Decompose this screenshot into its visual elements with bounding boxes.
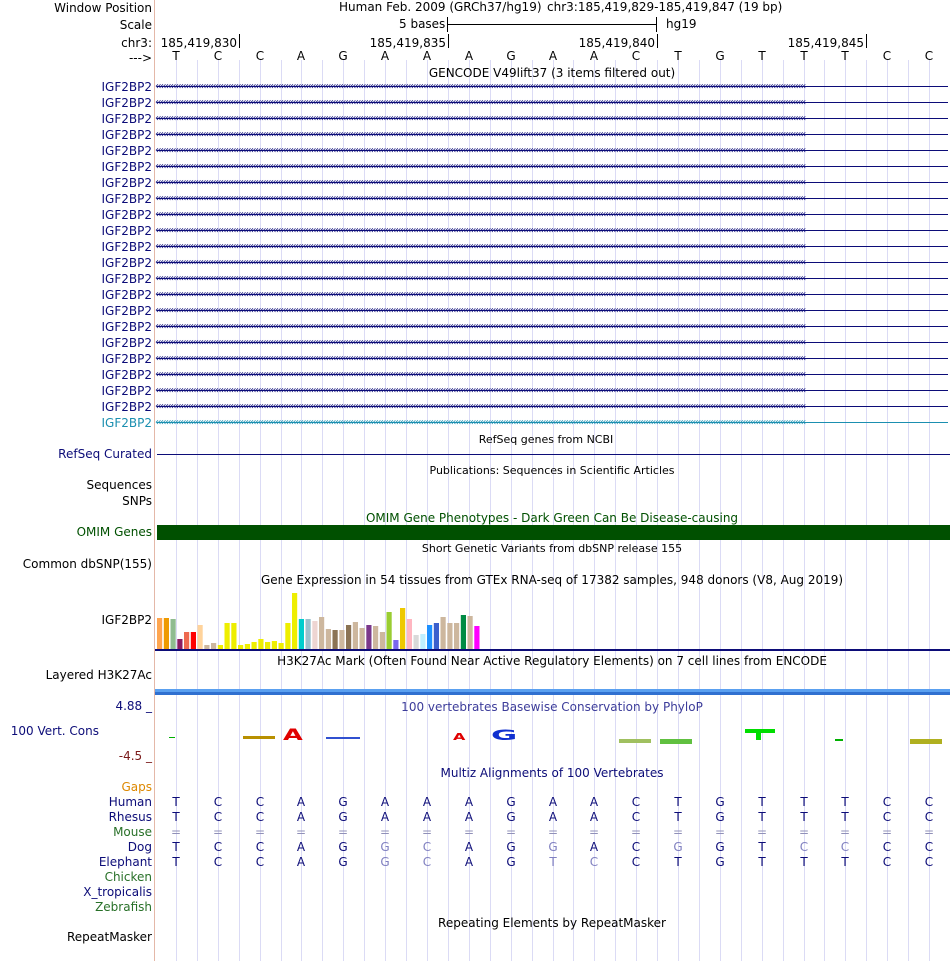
alignment-base: C xyxy=(882,810,892,824)
multiz-species-label[interactable]: Chicken xyxy=(104,870,152,884)
gtex-tissue-bar[interactable] xyxy=(265,642,270,649)
ruler-tick xyxy=(448,34,449,48)
alignment-base: C xyxy=(255,840,265,854)
chrom-label: chr3: xyxy=(121,36,152,50)
alignment-base: T xyxy=(800,795,808,809)
alignment-base: G xyxy=(506,795,516,809)
gtex-tissue-bar[interactable] xyxy=(299,619,304,649)
refseq-label[interactable]: RefSeq Curated xyxy=(58,447,152,461)
gtex-tissue-bar[interactable] xyxy=(326,629,331,649)
gtex-tissue-bar[interactable] xyxy=(319,617,324,649)
gencode-gene-feature[interactable] xyxy=(155,239,950,255)
gtex-tissue-bar[interactable] xyxy=(400,608,405,649)
multiz-species-label[interactable]: Rhesus xyxy=(108,810,152,824)
gene-strand-arrows: ‹‹‹‹‹‹‹‹‹‹‹‹‹‹‹‹‹‹‹‹‹‹‹‹‹‹‹‹‹‹‹‹‹‹‹‹‹‹‹‹‹‹‹‹‹‹‹‹‹‹‹‹‹‹‹‹‹‹‹‹‹‹‹‹‹‹‹‹‹‹‹‹‹‹‹‹‹‹‹‹‹‹‹‹‹‹‹‹‹‹‹‹‹‹‹‹‹‹‹‹‹‹‹‹‹‹‹‹‹‹‹‹‹‹‹‹‹‹‹‹‹‹‹‹‹‹‹‹‹‹‹‹‹‹‹‹‹‹‹‹‹‹‹‹‹‹‹‹‹‹‹‹‹‹‹‹‹‹‹‹‹‹‹‹‹‹‹‹‹‹‹‹‹‹‹‹‹‹‹‹‹‹‹‹‹‹‹‹‹‹‹‹‹‹‹‹‹‹‹‹‹‹‹‹‹‹‹‹‹‹‹‹‹‹‹‹‹‹‹‹‹‹‹‹‹‹‹‹‹‹‹‹‹‹‹‹‹‹‹‹‹‹‹‹‹‹‹‹‹‹‹‹‹‹‹‹‹‹‹‹ xyxy=(155,161,805,172)
gene-strand-arrows: ‹‹‹‹‹‹‹‹‹‹‹‹‹‹‹‹‹‹‹‹‹‹‹‹‹‹‹‹‹‹‹‹‹‹‹‹‹‹‹‹‹‹‹‹‹‹‹‹‹‹‹‹‹‹‹‹‹‹‹‹‹‹‹‹‹‹‹‹‹‹‹‹‹‹‹‹‹‹‹‹‹‹‹‹‹‹‹‹‹‹‹‹‹‹‹‹‹‹‹‹‹‹‹‹‹‹‹‹‹‹‹‹‹‹‹‹‹‹‹‹‹‹‹‹‹‹‹‹‹‹‹‹‹‹‹‹‹‹‹‹‹‹‹‹‹‹‹‹‹‹‹‹‹‹‹‹‹‹‹‹‹‹‹‹‹‹‹‹‹‹‹‹‹‹‹‹‹‹‹‹‹‹‹‹‹‹‹‹‹‹‹‹‹‹‹‹‹‹‹‹‹‹‹‹‹‹‹‹‹‹‹‹‹‹‹‹‹‹‹‹‹‹‹‹‹‹‹‹‹‹‹‹‹‹‹‹‹‹‹‹‹‹‹‹‹‹‹‹‹‹‹‹‹‹‹‹‹‹‹‹ xyxy=(155,225,805,236)
gtex-tissue-bar[interactable] xyxy=(393,640,398,649)
gtex-tissue-bar[interactable] xyxy=(420,634,425,649)
gene-strand-arrows: ‹‹‹‹‹‹‹‹‹‹‹‹‹‹‹‹‹‹‹‹‹‹‹‹‹‹‹‹‹‹‹‹‹‹‹‹‹‹‹‹‹‹‹‹‹‹‹‹‹‹‹‹‹‹‹‹‹‹‹‹‹‹‹‹‹‹‹‹‹‹‹‹‹‹‹‹‹‹‹‹‹‹‹‹‹‹‹‹‹‹‹‹‹‹‹‹‹‹‹‹‹‹‹‹‹‹‹‹‹‹‹‹‹‹‹‹‹‹‹‹‹‹‹‹‹‹‹‹‹‹‹‹‹‹‹‹‹‹‹‹‹‹‹‹‹‹‹‹‹‹‹‹‹‹‹‹‹‹‹‹‹‹‹‹‹‹‹‹‹‹‹‹‹‹‹‹‹‹‹‹‹‹‹‹‹‹‹‹‹‹‹‹‹‹‹‹‹‹‹‹‹‹‹‹‹‹‹‹‹‹‹‹‹‹‹‹‹‹‹‹‹‹‹‹‹‹‹‹‹‹‹‹‹‹‹‹‹‹‹‹‹‹‹‹‹‹‹‹‹‹‹‹‹‹‹‹‹‹‹‹ xyxy=(155,289,805,300)
gencode-gene-label[interactable]: IGF2BP2 xyxy=(101,256,152,270)
ruler-tick xyxy=(657,34,658,48)
gtex-tissue-bar[interactable] xyxy=(380,632,385,649)
alignment-base: C xyxy=(924,840,934,854)
alignment-base: C xyxy=(924,810,934,824)
gene-strand-arrows: ‹‹‹‹‹‹‹‹‹‹‹‹‹‹‹‹‹‹‹‹‹‹‹‹‹‹‹‹‹‹‹‹‹‹‹‹‹‹‹‹‹‹‹‹‹‹‹‹‹‹‹‹‹‹‹‹‹‹‹‹‹‹‹‹‹‹‹‹‹‹‹‹‹‹‹‹‹‹‹‹‹‹‹‹‹‹‹‹‹‹‹‹‹‹‹‹‹‹‹‹‹‹‹‹‹‹‹‹‹‹‹‹‹‹‹‹‹‹‹‹‹‹‹‹‹‹‹‹‹‹‹‹‹‹‹‹‹‹‹‹‹‹‹‹‹‹‹‹‹‹‹‹‹‹‹‹‹‹‹‹‹‹‹‹‹‹‹‹‹‹‹‹‹‹‹‹‹‹‹‹‹‹‹‹‹‹‹‹‹‹‹‹‹‹‹‹‹‹‹‹‹‹‹‹‹‹‹‹‹‹‹‹‹‹‹‹‹‹‹‹‹‹‹‹‹‹‹‹‹‹‹‹‹‹‹‹‹‹‹‹‹‹‹‹‹‹‹‹‹‹‹‹‹‹‹‹‹‹‹‹ xyxy=(155,369,805,380)
phylop-g-logo: G xyxy=(490,726,518,744)
alignment-base: C xyxy=(882,855,892,869)
track-labels-panel xyxy=(0,0,154,961)
alignment-base: C xyxy=(422,840,432,854)
gtex-tissue-bar[interactable] xyxy=(407,619,412,649)
scale-text: 5 bases xyxy=(399,17,446,31)
alignment-base: A xyxy=(296,810,306,824)
gtex-tissue-bar[interactable] xyxy=(373,626,378,649)
alignment-base: A xyxy=(548,810,558,824)
alignment-base: C xyxy=(924,795,934,809)
gtex-tissue-bar[interactable] xyxy=(177,639,182,649)
alignment-base: G xyxy=(338,855,348,869)
alignment-base: T xyxy=(758,810,766,824)
gencode-gene-feature[interactable] xyxy=(155,415,950,431)
gencode-gene-label[interactable]: IGF2BP2 xyxy=(101,416,152,430)
gencode-gene-feature[interactable] xyxy=(155,319,950,335)
alignment-base: T xyxy=(172,855,180,869)
snps-label[interactable]: SNPs xyxy=(122,494,152,508)
gene-strand-arrows: ‹‹‹‹‹‹‹‹‹‹‹‹‹‹‹‹‹‹‹‹‹‹‹‹‹‹‹‹‹‹‹‹‹‹‹‹‹‹‹‹‹‹‹‹‹‹‹‹‹‹‹‹‹‹‹‹‹‹‹‹‹‹‹‹‹‹‹‹‹‹‹‹‹‹‹‹‹‹‹‹‹‹‹‹‹‹‹‹‹‹‹‹‹‹‹‹‹‹‹‹‹‹‹‹‹‹‹‹‹‹‹‹‹‹‹‹‹‹‹‹‹‹‹‹‹‹‹‹‹‹‹‹‹‹‹‹‹‹‹‹‹‹‹‹‹‹‹‹‹‹‹‹‹‹‹‹‹‹‹‹‹‹‹‹‹‹‹‹‹‹‹‹‹‹‹‹‹‹‹‹‹‹‹‹‹‹‹‹‹‹‹‹‹‹‹‹‹‹‹‹‹‹‹‹‹‹‹‹‹‹‹‹‹‹‹‹‹‹‹‹‹‹‹‹‹‹‹‹‹‹‹‹‹‹‹‹‹‹‹‹‹‹‹‹‹‹‹‹‹‹‹‹‹‹‹‹‹‹‹‹ xyxy=(155,321,805,332)
omim-label[interactable]: OMIM Genes xyxy=(76,525,152,539)
alignment-base: C xyxy=(631,795,641,809)
alignment-base: T xyxy=(674,810,682,824)
alignment-base: = xyxy=(505,825,517,839)
alignment-base: G xyxy=(506,840,516,854)
alignment-base: T xyxy=(172,795,180,809)
gene-strand-arrows: ‹‹‹‹‹‹‹‹‹‹‹‹‹‹‹‹‹‹‹‹‹‹‹‹‹‹‹‹‹‹‹‹‹‹‹‹‹‹‹‹‹‹‹‹‹‹‹‹‹‹‹‹‹‹‹‹‹‹‹‹‹‹‹‹‹‹‹‹‹‹‹‹‹‹‹‹‹‹‹‹‹‹‹‹‹‹‹‹‹‹‹‹‹‹‹‹‹‹‹‹‹‹‹‹‹‹‹‹‹‹‹‹‹‹‹‹‹‹‹‹‹‹‹‹‹‹‹‹‹‹‹‹‹‹‹‹‹‹‹‹‹‹‹‹‹‹‹‹‹‹‹‹‹‹‹‹‹‹‹‹‹‹‹‹‹‹‹‹‹‹‹‹‹‹‹‹‹‹‹‹‹‹‹‹‹‹‹‹‹‹‹‹‹‹‹‹‹‹‹‹‹‹‹‹‹‹‹‹‹‹‹‹‹‹‹‹‹‹‹‹‹‹‹‹‹‹‹‹‹‹‹‹‹‹‹‹‹‹‹‹‹‹‹‹‹‹‹‹‹‹‹‹‹‹‹‹‹‹‹‹ xyxy=(155,209,805,220)
alignment-base: T xyxy=(172,840,180,854)
gtex-bar-chart[interactable] xyxy=(155,588,950,650)
ruler-label: 185,419,840 xyxy=(578,36,655,50)
gencode-gene-label[interactable]: IGF2BP2 xyxy=(101,112,152,126)
base-letter: A xyxy=(548,49,558,63)
gencode-gene-feature[interactable] xyxy=(155,159,950,175)
alignment-base: C xyxy=(422,855,432,869)
ruler-label: 185,419,835 xyxy=(369,36,446,50)
alignment-base: G xyxy=(338,840,348,854)
alignment-base: = xyxy=(170,825,182,839)
alignment-base: T xyxy=(800,810,808,824)
alignment-base: = xyxy=(379,825,391,839)
phylop-neg-logo xyxy=(619,739,651,743)
base-letter: C xyxy=(631,49,641,63)
gencode-gene-label[interactable]: IGF2BP2 xyxy=(101,144,152,158)
alignment-base: = xyxy=(672,825,684,839)
gencode-gene-label[interactable]: IGF2BP2 xyxy=(101,240,152,254)
gencode-gene-feature[interactable] xyxy=(155,143,950,159)
base-letter: G xyxy=(715,49,725,63)
omim-gene-bar[interactable] xyxy=(157,525,950,540)
gtex-tissue-bar[interactable] xyxy=(198,625,203,649)
alignment-base: = xyxy=(212,825,224,839)
gtex-tissue-bar[interactable] xyxy=(285,623,290,649)
alignment-base: G xyxy=(715,810,725,824)
gene-strand-arrows: ‹‹‹‹‹‹‹‹‹‹‹‹‹‹‹‹‹‹‹‹‹‹‹‹‹‹‹‹‹‹‹‹‹‹‹‹‹‹‹‹‹‹‹‹‹‹‹‹‹‹‹‹‹‹‹‹‹‹‹‹‹‹‹‹‹‹‹‹‹‹‹‹‹‹‹‹‹‹‹‹‹‹‹‹‹‹‹‹‹‹‹‹‹‹‹‹‹‹‹‹‹‹‹‹‹‹‹‹‹‹‹‹‹‹‹‹‹‹‹‹‹‹‹‹‹‹‹‹‹‹‹‹‹‹‹‹‹‹‹‹‹‹‹‹‹‹‹‹‹‹‹‹‹‹‹‹‹‹‹‹‹‹‹‹‹‹‹‹‹‹‹‹‹‹‹‹‹‹‹‹‹‹‹‹‹‹‹‹‹‹‹‹‹‹‹‹‹‹‹‹‹‹‹‹‹‹‹‹‹‹‹‹‹‹‹‹‹‹‹‹‹‹‹‹‹‹‹‹‹‹‹‹‹‹‹‹‹‹‹‹‹‹‹‹‹‹‹‹‹‹‹‹‹‹‹‹‹‹‹‹ xyxy=(155,193,805,204)
h3k27-signal-bottom xyxy=(155,692,950,695)
alignment-base: A xyxy=(464,810,474,824)
phylop-tick xyxy=(169,737,175,738)
gtex-title: Gene Expression in 54 tissues from GTEx RNA-seq of 17382 samples, 948 donors (V8, Aug 2019) xyxy=(260,573,844,587)
alignment-base: T xyxy=(674,795,682,809)
phylop-c-logo xyxy=(243,736,275,739)
alignment-base: = xyxy=(756,825,768,839)
alignment-base: = xyxy=(254,825,266,839)
alignment-base: G xyxy=(338,810,348,824)
alignment-base: G xyxy=(715,795,725,809)
multiz-species-label[interactable]: Elephant xyxy=(98,855,152,869)
dbsnp-label[interactable]: Common dbSNP(155) xyxy=(22,557,152,571)
gencode-gene-feature[interactable] xyxy=(155,399,950,415)
refseq-title: RefSeq genes from NCBI xyxy=(478,433,614,446)
gtex-baseline xyxy=(155,649,950,651)
alignment-base: = xyxy=(295,825,307,839)
phylop-tick xyxy=(835,739,843,741)
alignment-base: = xyxy=(839,825,851,839)
gene-strand-arrows: ‹‹‹‹‹‹‹‹‹‹‹‹‹‹‹‹‹‹‹‹‹‹‹‹‹‹‹‹‹‹‹‹‹‹‹‹‹‹‹‹‹‹‹‹‹‹‹‹‹‹‹‹‹‹‹‹‹‹‹‹‹‹‹‹‹‹‹‹‹‹‹‹‹‹‹‹‹‹‹‹‹‹‹‹‹‹‹‹‹‹‹‹‹‹‹‹‹‹‹‹‹‹‹‹‹‹‹‹‹‹‹‹‹‹‹‹‹‹‹‹‹‹‹‹‹‹‹‹‹‹‹‹‹‹‹‹‹‹‹‹‹‹‹‹‹‹‹‹‹‹‹‹‹‹‹‹‹‹‹‹‹‹‹‹‹‹‹‹‹‹‹‹‹‹‹‹‹‹‹‹‹‹‹‹‹‹‹‹‹‹‹‹‹‹‹‹‹‹‹‹‹‹‹‹‹‹‹‹‹‹‹‹‹‹‹‹‹‹‹‹‹‹‹‹‹‹‹‹‹‹‹‹‹‹‹‹‹‹‹‹‹‹‹‹‹‹‹‹‹‹‹‹‹‹‹‹‹‹‹‹ xyxy=(155,353,805,364)
phylop-title: 100 vertebrates Basewise Conservation by PhyloP xyxy=(401,700,703,714)
gencode-gene-label[interactable]: IGF2BP2 xyxy=(101,320,152,334)
gtex-tissue-bar[interactable] xyxy=(434,623,439,649)
alignment-base: = xyxy=(547,825,559,839)
alignment-base: G xyxy=(548,840,558,854)
alignment-base: C xyxy=(255,855,265,869)
gencode-gene-feature[interactable] xyxy=(155,271,950,287)
scale-bar xyxy=(447,24,656,25)
alignment-base: A xyxy=(464,855,474,869)
ruler-label: 185,419,830 xyxy=(160,36,237,50)
alignment-base: = xyxy=(630,825,642,839)
gene-strand-arrows: ‹‹‹‹‹‹‹‹‹‹‹‹‹‹‹‹‹‹‹‹‹‹‹‹‹‹‹‹‹‹‹‹‹‹‹‹‹‹‹‹‹‹‹‹‹‹‹‹‹‹‹‹‹‹‹‹‹‹‹‹‹‹‹‹‹‹‹‹‹‹‹‹‹‹‹‹‹‹‹‹‹‹‹‹‹‹‹‹‹‹‹‹‹‹‹‹‹‹‹‹‹‹‹‹‹‹‹‹‹‹‹‹‹‹‹‹‹‹‹‹‹‹‹‹‹‹‹‹‹‹‹‹‹‹‹‹‹‹‹‹‹‹‹‹‹‹‹‹‹‹‹‹‹‹‹‹‹‹‹‹‹‹‹‹‹‹‹‹‹‹‹‹‹‹‹‹‹‹‹‹‹‹‹‹‹‹‹‹‹‹‹‹‹‹‹‹‹‹‹‹‹‹‹‹‹‹‹‹‹‹‹‹‹‹‹‹‹‹‹‹‹‹‹‹‹‹‹‹‹‹‹‹‹‹‹‹‹‹‹‹‹‹‹‹‹‹‹‹‹‹‹‹‹‹‹‹‹‹‹‹ xyxy=(155,273,805,284)
phylop-min-label: -4.5 _ xyxy=(118,749,152,763)
position-text: chr3:185,419,829-185,419,847 (19 bp) xyxy=(547,0,783,14)
alignment-base: T xyxy=(549,855,557,869)
gene-strand-arrows: ‹‹‹‹‹‹‹‹‹‹‹‹‹‹‹‹‹‹‹‹‹‹‹‹‹‹‹‹‹‹‹‹‹‹‹‹‹‹‹‹‹‹‹‹‹‹‹‹‹‹‹‹‹‹‹‹‹‹‹‹‹‹‹‹‹‹‹‹‹‹‹‹‹‹‹‹‹‹‹‹‹‹‹‹‹‹‹‹‹‹‹‹‹‹‹‹‹‹‹‹‹‹‹‹‹‹‹‹‹‹‹‹‹‹‹‹‹‹‹‹‹‹‹‹‹‹‹‹‹‹‹‹‹‹‹‹‹‹‹‹‹‹‹‹‹‹‹‹‹‹‹‹‹‹‹‹‹‹‹‹‹‹‹‹‹‹‹‹‹‹‹‹‹‹‹‹‹‹‹‹‹‹‹‹‹‹‹‹‹‹‹‹‹‹‹‹‹‹‹‹‹‹‹‹‹‹‹‹‹‹‹‹‹‹‹‹‹‹‹‹‹‹‹‹‹‹‹‹‹‹‹‹‹‹‹‹‹‹‹‹‹‹‹‹‹‹‹‹‹‹‹‹‹‹‹‹‹‹‹‹ xyxy=(155,81,805,92)
gene-strand-arrows: ‹‹‹‹‹‹‹‹‹‹‹‹‹‹‹‹‹‹‹‹‹‹‹‹‹‹‹‹‹‹‹‹‹‹‹‹‹‹‹‹‹‹‹‹‹‹‹‹‹‹‹‹‹‹‹‹‹‹‹‹‹‹‹‹‹‹‹‹‹‹‹‹‹‹‹‹‹‹‹‹‹‹‹‹‹‹‹‹‹‹‹‹‹‹‹‹‹‹‹‹‹‹‹‹‹‹‹‹‹‹‹‹‹‹‹‹‹‹‹‹‹‹‹‹‹‹‹‹‹‹‹‹‹‹‹‹‹‹‹‹‹‹‹‹‹‹‹‹‹‹‹‹‹‹‹‹‹‹‹‹‹‹‹‹‹‹‹‹‹‹‹‹‹‹‹‹‹‹‹‹‹‹‹‹‹‹‹‹‹‹‹‹‹‹‹‹‹‹‹‹‹‹‹‹‹‹‹‹‹‹‹‹‹‹‹‹‹‹‹‹‹‹‹‹‹‹‹‹‹‹‹‹‹‹‹‹‹‹‹‹‹‹‹‹‹‹‹‹‹‹‹‹‹‹‹‹‹‹‹‹ xyxy=(155,97,805,108)
scale-bar-right-tick xyxy=(656,17,657,32)
phylop-g-logo xyxy=(326,737,360,739)
phylop-max-label: 4.88 _ xyxy=(115,699,152,713)
alignment-base: A xyxy=(422,810,432,824)
multiz-title: Multiz Alignments of 100 Vertebrates xyxy=(440,766,664,780)
gencode-gene-feature[interactable] xyxy=(155,303,950,319)
gtex-tissue-bar[interactable] xyxy=(252,642,257,649)
base-letter: C xyxy=(213,49,223,63)
multiz-species-label[interactable]: X_tropicalis xyxy=(83,885,152,899)
browser-image-panel[interactable] xyxy=(155,0,950,961)
phylop-a-logo: A xyxy=(283,725,303,745)
alignment-base: T xyxy=(758,795,766,809)
h3k27-title: H3K27Ac Mark (Often Found Near Active Regulatory Elements) on 7 cell lines from ENCODE xyxy=(277,654,827,668)
alignment-base: A xyxy=(380,810,390,824)
gtex-tissue-bar[interactable] xyxy=(414,635,419,649)
base-letter: A xyxy=(422,49,432,63)
alignment-base: = xyxy=(421,825,433,839)
base-letter: T xyxy=(800,49,808,63)
gene-strand-arrows: ‹‹‹‹‹‹‹‹‹‹‹‹‹‹‹‹‹‹‹‹‹‹‹‹‹‹‹‹‹‹‹‹‹‹‹‹‹‹‹‹‹‹‹‹‹‹‹‹‹‹‹‹‹‹‹‹‹‹‹‹‹‹‹‹‹‹‹‹‹‹‹‹‹‹‹‹‹‹‹‹‹‹‹‹‹‹‹‹‹‹‹‹‹‹‹‹‹‹‹‹‹‹‹‹‹‹‹‹‹‹‹‹‹‹‹‹‹‹‹‹‹‹‹‹‹‹‹‹‹‹‹‹‹‹‹‹‹‹‹‹‹‹‹‹‹‹‹‹‹‹‹‹‹‹‹‹‹‹‹‹‹‹‹‹‹‹‹‹‹‹‹‹‹‹‹‹‹‹‹‹‹‹‹‹‹‹‹‹‹‹‹‹‹‹‹‹‹‹‹‹‹‹‹‹‹‹‹‹‹‹‹‹‹‹‹‹‹‹‹‹‹‹‹‹‹‹‹‹‹‹‹‹‹‹‹‹‹‹‹‹‹‹‹‹‹‹‹‹‹‹‹‹‹‹‹‹‹‹‹‹ xyxy=(155,385,805,396)
gtex-tissue-bar[interactable] xyxy=(468,616,473,649)
alignment-base: G xyxy=(715,840,725,854)
gencode-gene-label[interactable]: IGF2BP2 xyxy=(101,160,152,174)
base-letter: A xyxy=(296,49,306,63)
alignment-base: C xyxy=(799,840,809,854)
refseq-gene-line[interactable] xyxy=(157,454,950,455)
gtex-tissue-bar[interactable] xyxy=(461,615,466,649)
alignment-base: C xyxy=(840,840,850,854)
gencode-gene-label[interactable]: IGF2BP2 xyxy=(101,176,152,190)
window-position-label: Window Position xyxy=(54,1,152,15)
base-letter: G xyxy=(338,49,348,63)
gene-strand-arrows: ‹‹‹‹‹‹‹‹‹‹‹‹‹‹‹‹‹‹‹‹‹‹‹‹‹‹‹‹‹‹‹‹‹‹‹‹‹‹‹‹‹‹‹‹‹‹‹‹‹‹‹‹‹‹‹‹‹‹‹‹‹‹‹‹‹‹‹‹‹‹‹‹‹‹‹‹‹‹‹‹‹‹‹‹‹‹‹‹‹‹‹‹‹‹‹‹‹‹‹‹‹‹‹‹‹‹‹‹‹‹‹‹‹‹‹‹‹‹‹‹‹‹‹‹‹‹‹‹‹‹‹‹‹‹‹‹‹‹‹‹‹‹‹‹‹‹‹‹‹‹‹‹‹‹‹‹‹‹‹‹‹‹‹‹‹‹‹‹‹‹‹‹‹‹‹‹‹‹‹‹‹‹‹‹‹‹‹‹‹‹‹‹‹‹‹‹‹‹‹‹‹‹‹‹‹‹‹‹‹‹‹‹‹‹‹‹‹‹‹‹‹‹‹‹‹‹‹‹‹‹‹‹‹‹‹‹‹‹‹‹‹‹‹‹‹‹‹‹‹‹‹‹‹‹‹‹‹‹‹‹ xyxy=(155,417,805,428)
gtex-tissue-bar[interactable] xyxy=(272,641,277,649)
gtex-tissue-bar[interactable] xyxy=(171,619,176,649)
gtex-tissue-bar[interactable] xyxy=(339,630,344,649)
gencode-gene-label[interactable]: IGF2BP2 xyxy=(101,352,152,366)
alignment-base: A xyxy=(296,840,306,854)
gencode-gene-label[interactable]: IGF2BP2 xyxy=(101,224,152,238)
gencode-gene-label[interactable]: IGF2BP2 xyxy=(101,400,152,414)
gencode-gene-feature[interactable] xyxy=(155,175,950,191)
alignment-base: = xyxy=(923,825,935,839)
gencode-gene-feature[interactable] xyxy=(155,287,950,303)
alignment-base: = xyxy=(714,825,726,839)
ruler-tick xyxy=(866,34,867,48)
alignment-base: G xyxy=(673,840,683,854)
gencode-gene-feature[interactable] xyxy=(155,191,950,207)
alignment-base: G xyxy=(380,840,390,854)
gtex-tissue-bar[interactable] xyxy=(231,623,236,649)
gencode-gene-feature[interactable] xyxy=(155,223,950,239)
alignment-base: A xyxy=(296,795,306,809)
alignment-base: C xyxy=(631,810,641,824)
assembly-text: Human Feb. 2009 (GRCh37/hg19) xyxy=(339,0,542,14)
gencode-title: GENCODE V49lift37 (3 items filtered out) xyxy=(428,66,676,80)
phylop-a-logo: A xyxy=(453,731,466,743)
alignment-base: A xyxy=(589,810,599,824)
alignment-base: = xyxy=(798,825,810,839)
multiz-species-label[interactable]: Mouse xyxy=(113,825,152,839)
gtex-tissue-bar[interactable] xyxy=(360,628,365,649)
gencode-gene-feature[interactable] xyxy=(155,335,950,351)
gencode-gene-feature[interactable] xyxy=(155,383,950,399)
gencode-gene-feature[interactable] xyxy=(155,111,950,127)
gencode-gene-feature[interactable] xyxy=(155,255,950,271)
base-letter: T xyxy=(172,49,180,63)
gencode-gene-label[interactable]: IGF2BP2 xyxy=(101,336,152,350)
repeatmasker-title: Repeating Elements by RepeatMasker xyxy=(438,916,666,930)
alignment-base: T xyxy=(172,810,180,824)
alignment-base: = xyxy=(588,825,600,839)
alignment-base: A xyxy=(464,795,474,809)
alignment-base: = xyxy=(463,825,475,839)
gene-strand-arrows: ‹‹‹‹‹‹‹‹‹‹‹‹‹‹‹‹‹‹‹‹‹‹‹‹‹‹‹‹‹‹‹‹‹‹‹‹‹‹‹‹‹‹‹‹‹‹‹‹‹‹‹‹‹‹‹‹‹‹‹‹‹‹‹‹‹‹‹‹‹‹‹‹‹‹‹‹‹‹‹‹‹‹‹‹‹‹‹‹‹‹‹‹‹‹‹‹‹‹‹‹‹‹‹‹‹‹‹‹‹‹‹‹‹‹‹‹‹‹‹‹‹‹‹‹‹‹‹‹‹‹‹‹‹‹‹‹‹‹‹‹‹‹‹‹‹‹‹‹‹‹‹‹‹‹‹‹‹‹‹‹‹‹‹‹‹‹‹‹‹‹‹‹‹‹‹‹‹‹‹‹‹‹‹‹‹‹‹‹‹‹‹‹‹‹‹‹‹‹‹‹‹‹‹‹‹‹‹‹‹‹‹‹‹‹‹‹‹‹‹‹‹‹‹‹‹‹‹‹‹‹‹‹‹‹‹‹‹‹‹‹‹‹‹‹‹‹‹‹‹‹‹‹‹‹‹‹‹‹‹‹ xyxy=(155,113,805,124)
alignment-base: A xyxy=(589,795,599,809)
alignment-base: C xyxy=(924,855,934,869)
alignment-base: A xyxy=(380,795,390,809)
omim-title: OMIM Gene Phenotypes - Dark Green Can Be Disease-causing xyxy=(365,511,739,525)
alignment-base: G xyxy=(338,795,348,809)
alignment-base: G xyxy=(380,855,390,869)
phylop-name-label[interactable]: 100 Vert. Cons xyxy=(10,724,99,738)
gtex-tissue-bar[interactable] xyxy=(184,632,189,649)
multiz-species-label[interactable]: Human xyxy=(108,795,152,809)
alignment-base: T xyxy=(841,795,849,809)
base-letter: A xyxy=(589,49,599,63)
multiz-species-label[interactable]: Gaps xyxy=(121,780,152,794)
alignment-base: A xyxy=(548,795,558,809)
alignment-base: T xyxy=(841,855,849,869)
gencode-gene-feature[interactable] xyxy=(155,207,950,223)
base-letter: T xyxy=(674,49,682,63)
gtex-tissue-bar[interactable] xyxy=(157,618,162,649)
base-letter: T xyxy=(758,49,766,63)
gene-strand-arrows: ‹‹‹‹‹‹‹‹‹‹‹‹‹‹‹‹‹‹‹‹‹‹‹‹‹‹‹‹‹‹‹‹‹‹‹‹‹‹‹‹‹‹‹‹‹‹‹‹‹‹‹‹‹‹‹‹‹‹‹‹‹‹‹‹‹‹‹‹‹‹‹‹‹‹‹‹‹‹‹‹‹‹‹‹‹‹‹‹‹‹‹‹‹‹‹‹‹‹‹‹‹‹‹‹‹‹‹‹‹‹‹‹‹‹‹‹‹‹‹‹‹‹‹‹‹‹‹‹‹‹‹‹‹‹‹‹‹‹‹‹‹‹‹‹‹‹‹‹‹‹‹‹‹‹‹‹‹‹‹‹‹‹‹‹‹‹‹‹‹‹‹‹‹‹‹‹‹‹‹‹‹‹‹‹‹‹‹‹‹‹‹‹‹‹‹‹‹‹‹‹‹‹‹‹‹‹‹‹‹‹‹‹‹‹‹‹‹‹‹‹‹‹‹‹‹‹‹‹‹‹‹‹‹‹‹‹‹‹‹‹‹‹‹‹‹‹‹‹‹‹‹‹‹‹‹‹‹‹‹‹ xyxy=(155,257,805,268)
base-letter: G xyxy=(506,49,516,63)
gtex-tissue-bar[interactable] xyxy=(441,617,446,649)
gtex-tissue-bar[interactable] xyxy=(306,619,311,649)
gtex-tissue-bar[interactable] xyxy=(474,626,479,649)
base-letter: C xyxy=(924,49,934,63)
dbsnp-title: Short Genetic Variants from dbSNP release 155 xyxy=(421,542,683,555)
gtex-tissue-bar[interactable] xyxy=(312,621,317,649)
alignment-base: T xyxy=(758,840,766,854)
alignment-base: = xyxy=(881,825,893,839)
gencode-gene-label[interactable]: IGF2BP2 xyxy=(101,80,152,94)
gene-strand-arrows: ‹‹‹‹‹‹‹‹‹‹‹‹‹‹‹‹‹‹‹‹‹‹‹‹‹‹‹‹‹‹‹‹‹‹‹‹‹‹‹‹‹‹‹‹‹‹‹‹‹‹‹‹‹‹‹‹‹‹‹‹‹‹‹‹‹‹‹‹‹‹‹‹‹‹‹‹‹‹‹‹‹‹‹‹‹‹‹‹‹‹‹‹‹‹‹‹‹‹‹‹‹‹‹‹‹‹‹‹‹‹‹‹‹‹‹‹‹‹‹‹‹‹‹‹‹‹‹‹‹‹‹‹‹‹‹‹‹‹‹‹‹‹‹‹‹‹‹‹‹‹‹‹‹‹‹‹‹‹‹‹‹‹‹‹‹‹‹‹‹‹‹‹‹‹‹‹‹‹‹‹‹‹‹‹‹‹‹‹‹‹‹‹‹‹‹‹‹‹‹‹‹‹‹‹‹‹‹‹‹‹‹‹‹‹‹‹‹‹‹‹‹‹‹‹‹‹‹‹‹‹‹‹‹‹‹‹‹‹‹‹‹‹‹‹‹‹‹‹‹‹‹‹‹‹‹‹‹‹‹‹ xyxy=(155,305,805,316)
gencode-gene-feature[interactable] xyxy=(155,95,950,111)
gene-strand-arrows: ‹‹‹‹‹‹‹‹‹‹‹‹‹‹‹‹‹‹‹‹‹‹‹‹‹‹‹‹‹‹‹‹‹‹‹‹‹‹‹‹‹‹‹‹‹‹‹‹‹‹‹‹‹‹‹‹‹‹‹‹‹‹‹‹‹‹‹‹‹‹‹‹‹‹‹‹‹‹‹‹‹‹‹‹‹‹‹‹‹‹‹‹‹‹‹‹‹‹‹‹‹‹‹‹‹‹‹‹‹‹‹‹‹‹‹‹‹‹‹‹‹‹‹‹‹‹‹‹‹‹‹‹‹‹‹‹‹‹‹‹‹‹‹‹‹‹‹‹‹‹‹‹‹‹‹‹‹‹‹‹‹‹‹‹‹‹‹‹‹‹‹‹‹‹‹‹‹‹‹‹‹‹‹‹‹‹‹‹‹‹‹‹‹‹‹‹‹‹‹‹‹‹‹‹‹‹‹‹‹‹‹‹‹‹‹‹‹‹‹‹‹‹‹‹‹‹‹‹‹‹‹‹‹‹‹‹‹‹‹‹‹‹‹‹‹‹‹‹‹‹‹‹‹‹‹‹‹‹‹‹ xyxy=(155,177,805,188)
alignment-base: C xyxy=(631,855,641,869)
alignment-base: T xyxy=(758,855,766,869)
alignment-base: C xyxy=(589,855,599,869)
multiz-species-label[interactable]: Zebrafish xyxy=(95,900,152,914)
phylop-t-stem xyxy=(756,729,761,740)
alignment-base: C xyxy=(631,840,641,854)
gene-strand-arrows: ‹‹‹‹‹‹‹‹‹‹‹‹‹‹‹‹‹‹‹‹‹‹‹‹‹‹‹‹‹‹‹‹‹‹‹‹‹‹‹‹‹‹‹‹‹‹‹‹‹‹‹‹‹‹‹‹‹‹‹‹‹‹‹‹‹‹‹‹‹‹‹‹‹‹‹‹‹‹‹‹‹‹‹‹‹‹‹‹‹‹‹‹‹‹‹‹‹‹‹‹‹‹‹‹‹‹‹‹‹‹‹‹‹‹‹‹‹‹‹‹‹‹‹‹‹‹‹‹‹‹‹‹‹‹‹‹‹‹‹‹‹‹‹‹‹‹‹‹‹‹‹‹‹‹‹‹‹‹‹‹‹‹‹‹‹‹‹‹‹‹‹‹‹‹‹‹‹‹‹‹‹‹‹‹‹‹‹‹‹‹‹‹‹‹‹‹‹‹‹‹‹‹‹‹‹‹‹‹‹‹‹‹‹‹‹‹‹‹‹‹‹‹‹‹‹‹‹‹‹‹‹‹‹‹‹‹‹‹‹‹‹‹‹‹‹‹‹‹‹‹‹‹‹‹‹‹‹‹‹‹ xyxy=(155,241,805,252)
gencode-gene-label[interactable]: IGF2BP2 xyxy=(101,384,152,398)
publications-title: Publications: Sequences in Scientific Articles xyxy=(429,464,675,477)
strand-label: ---> xyxy=(128,51,152,65)
alignment-base: C xyxy=(213,810,223,824)
gtex-tissue-bar[interactable] xyxy=(225,623,230,649)
alignment-base: C xyxy=(882,840,892,854)
gtex-tissue-bar[interactable] xyxy=(387,612,392,649)
gtex-tissue-bar[interactable] xyxy=(447,623,452,649)
alignment-base: A xyxy=(422,795,432,809)
alignment-base: G xyxy=(506,810,516,824)
gene-strand-arrows: ‹‹‹‹‹‹‹‹‹‹‹‹‹‹‹‹‹‹‹‹‹‹‹‹‹‹‹‹‹‹‹‹‹‹‹‹‹‹‹‹‹‹‹‹‹‹‹‹‹‹‹‹‹‹‹‹‹‹‹‹‹‹‹‹‹‹‹‹‹‹‹‹‹‹‹‹‹‹‹‹‹‹‹‹‹‹‹‹‹‹‹‹‹‹‹‹‹‹‹‹‹‹‹‹‹‹‹‹‹‹‹‹‹‹‹‹‹‹‹‹‹‹‹‹‹‹‹‹‹‹‹‹‹‹‹‹‹‹‹‹‹‹‹‹‹‹‹‹‹‹‹‹‹‹‹‹‹‹‹‹‹‹‹‹‹‹‹‹‹‹‹‹‹‹‹‹‹‹‹‹‹‹‹‹‹‹‹‹‹‹‹‹‹‹‹‹‹‹‹‹‹‹‹‹‹‹‹‹‹‹‹‹‹‹‹‹‹‹‹‹‹‹‹‹‹‹‹‹‹‹‹‹‹‹‹‹‹‹‹‹‹‹‹‹‹‹‹‹‹‹‹‹‹‹‹‹‹‹‹‹ xyxy=(155,401,805,412)
gtex-tissue-bar[interactable] xyxy=(191,632,196,649)
h3k27-label[interactable]: Layered H3K27Ac xyxy=(45,668,152,682)
gencode-gene-feature[interactable] xyxy=(155,79,950,95)
alignment-base: T xyxy=(800,855,808,869)
base-letter: C xyxy=(255,49,265,63)
alignment-base: C xyxy=(255,810,265,824)
gene-strand-arrows: ‹‹‹‹‹‹‹‹‹‹‹‹‹‹‹‹‹‹‹‹‹‹‹‹‹‹‹‹‹‹‹‹‹‹‹‹‹‹‹‹‹‹‹‹‹‹‹‹‹‹‹‹‹‹‹‹‹‹‹‹‹‹‹‹‹‹‹‹‹‹‹‹‹‹‹‹‹‹‹‹‹‹‹‹‹‹‹‹‹‹‹‹‹‹‹‹‹‹‹‹‹‹‹‹‹‹‹‹‹‹‹‹‹‹‹‹‹‹‹‹‹‹‹‹‹‹‹‹‹‹‹‹‹‹‹‹‹‹‹‹‹‹‹‹‹‹‹‹‹‹‹‹‹‹‹‹‹‹‹‹‹‹‹‹‹‹‹‹‹‹‹‹‹‹‹‹‹‹‹‹‹‹‹‹‹‹‹‹‹‹‹‹‹‹‹‹‹‹‹‹‹‹‹‹‹‹‹‹‹‹‹‹‹‹‹‹‹‹‹‹‹‹‹‹‹‹‹‹‹‹‹‹‹‹‹‹‹‹‹‹‹‹‹‹‹‹‹‹‹‹‹‹‹‹‹‹‹‹‹‹ xyxy=(155,129,805,140)
gencode-gene-label[interactable]: IGF2BP2 xyxy=(101,304,152,318)
gencode-gene-feature[interactable] xyxy=(155,351,950,367)
gtex-tissue-bar[interactable] xyxy=(454,623,459,649)
gencode-gene-label[interactable]: IGF2BP2 xyxy=(101,272,152,286)
gtex-tissue-bar[interactable] xyxy=(164,618,169,649)
base-letter: A xyxy=(380,49,390,63)
gtex-tissue-bar[interactable] xyxy=(427,625,432,649)
alignment-base: G xyxy=(715,855,725,869)
gtex-tissue-bar[interactable] xyxy=(366,625,371,649)
gtex-tissue-bar[interactable] xyxy=(333,630,338,649)
gencode-gene-label[interactable]: IGF2BP2 xyxy=(101,192,152,206)
gtex-gene-label[interactable]: IGF2BP2 xyxy=(101,613,152,627)
alignment-base: C xyxy=(213,795,223,809)
alignment-base: A xyxy=(296,855,306,869)
base-letter: T xyxy=(841,49,849,63)
repeatmasker-label[interactable]: RepeatMasker xyxy=(66,930,152,944)
sequences-label[interactable]: Sequences xyxy=(86,478,152,492)
gencode-gene-label[interactable]: IGF2BP2 xyxy=(101,288,152,302)
gencode-gene-label[interactable]: IGF2BP2 xyxy=(101,128,152,142)
scale-bar-left-tick xyxy=(447,17,448,32)
ruler-tick xyxy=(239,34,240,48)
phylop-neg-logo xyxy=(660,739,692,744)
scale-db: hg19 xyxy=(666,17,697,31)
base-letter: A xyxy=(464,49,474,63)
alignment-base: C xyxy=(213,855,223,869)
alignment-base: C xyxy=(882,795,892,809)
gencode-gene-feature[interactable] xyxy=(155,367,950,383)
gtex-tissue-bar[interactable] xyxy=(346,625,351,649)
multiz-species-label[interactable]: Dog xyxy=(127,840,152,854)
gencode-gene-label[interactable]: IGF2BP2 xyxy=(101,96,152,110)
phylop-neg-logo xyxy=(910,739,942,744)
base-letter: C xyxy=(882,49,892,63)
gencode-gene-label[interactable]: IGF2BP2 xyxy=(101,208,152,222)
gencode-gene-label[interactable]: IGF2BP2 xyxy=(101,368,152,382)
gene-strand-arrows: ‹‹‹‹‹‹‹‹‹‹‹‹‹‹‹‹‹‹‹‹‹‹‹‹‹‹‹‹‹‹‹‹‹‹‹‹‹‹‹‹‹‹‹‹‹‹‹‹‹‹‹‹‹‹‹‹‹‹‹‹‹‹‹‹‹‹‹‹‹‹‹‹‹‹‹‹‹‹‹‹‹‹‹‹‹‹‹‹‹‹‹‹‹‹‹‹‹‹‹‹‹‹‹‹‹‹‹‹‹‹‹‹‹‹‹‹‹‹‹‹‹‹‹‹‹‹‹‹‹‹‹‹‹‹‹‹‹‹‹‹‹‹‹‹‹‹‹‹‹‹‹‹‹‹‹‹‹‹‹‹‹‹‹‹‹‹‹‹‹‹‹‹‹‹‹‹‹‹‹‹‹‹‹‹‹‹‹‹‹‹‹‹‹‹‹‹‹‹‹‹‹‹‹‹‹‹‹‹‹‹‹‹‹‹‹‹‹‹‹‹‹‹‹‹‹‹‹‹‹‹‹‹‹‹‹‹‹‹‹‹‹‹‹‹‹‹‹‹‹‹‹‹‹‹‹‹‹‹‹‹ xyxy=(155,337,805,348)
alignment-base: G xyxy=(506,855,516,869)
alignment-base: A xyxy=(589,840,599,854)
alignment-base: C xyxy=(213,840,223,854)
alignment-base: T xyxy=(841,810,849,824)
ruler-label: 185,419,845 xyxy=(787,36,864,50)
gene-strand-arrows: ‹‹‹‹‹‹‹‹‹‹‹‹‹‹‹‹‹‹‹‹‹‹‹‹‹‹‹‹‹‹‹‹‹‹‹‹‹‹‹‹‹‹‹‹‹‹‹‹‹‹‹‹‹‹‹‹‹‹‹‹‹‹‹‹‹‹‹‹‹‹‹‹‹‹‹‹‹‹‹‹‹‹‹‹‹‹‹‹‹‹‹‹‹‹‹‹‹‹‹‹‹‹‹‹‹‹‹‹‹‹‹‹‹‹‹‹‹‹‹‹‹‹‹‹‹‹‹‹‹‹‹‹‹‹‹‹‹‹‹‹‹‹‹‹‹‹‹‹‹‹‹‹‹‹‹‹‹‹‹‹‹‹‹‹‹‹‹‹‹‹‹‹‹‹‹‹‹‹‹‹‹‹‹‹‹‹‹‹‹‹‹‹‹‹‹‹‹‹‹‹‹‹‹‹‹‹‹‹‹‹‹‹‹‹‹‹‹‹‹‹‹‹‹‹‹‹‹‹‹‹‹‹‹‹‹‹‹‹‹‹‹‹‹‹‹‹‹‹‹‹‹‹‹‹‹‹‹‹‹‹ xyxy=(155,145,805,156)
alignment-base: = xyxy=(337,825,349,839)
scale-label: Scale xyxy=(119,18,152,32)
gtex-tissue-bar[interactable] xyxy=(292,593,297,649)
gencode-gene-feature[interactable] xyxy=(155,127,950,143)
phylop-logo[interactable] xyxy=(155,722,950,748)
alignment-base: A xyxy=(464,840,474,854)
alignment-base: C xyxy=(255,795,265,809)
gtex-tissue-bar[interactable] xyxy=(258,639,263,649)
gtex-tissue-bar[interactable] xyxy=(353,622,358,649)
alignment-base: T xyxy=(674,855,682,869)
